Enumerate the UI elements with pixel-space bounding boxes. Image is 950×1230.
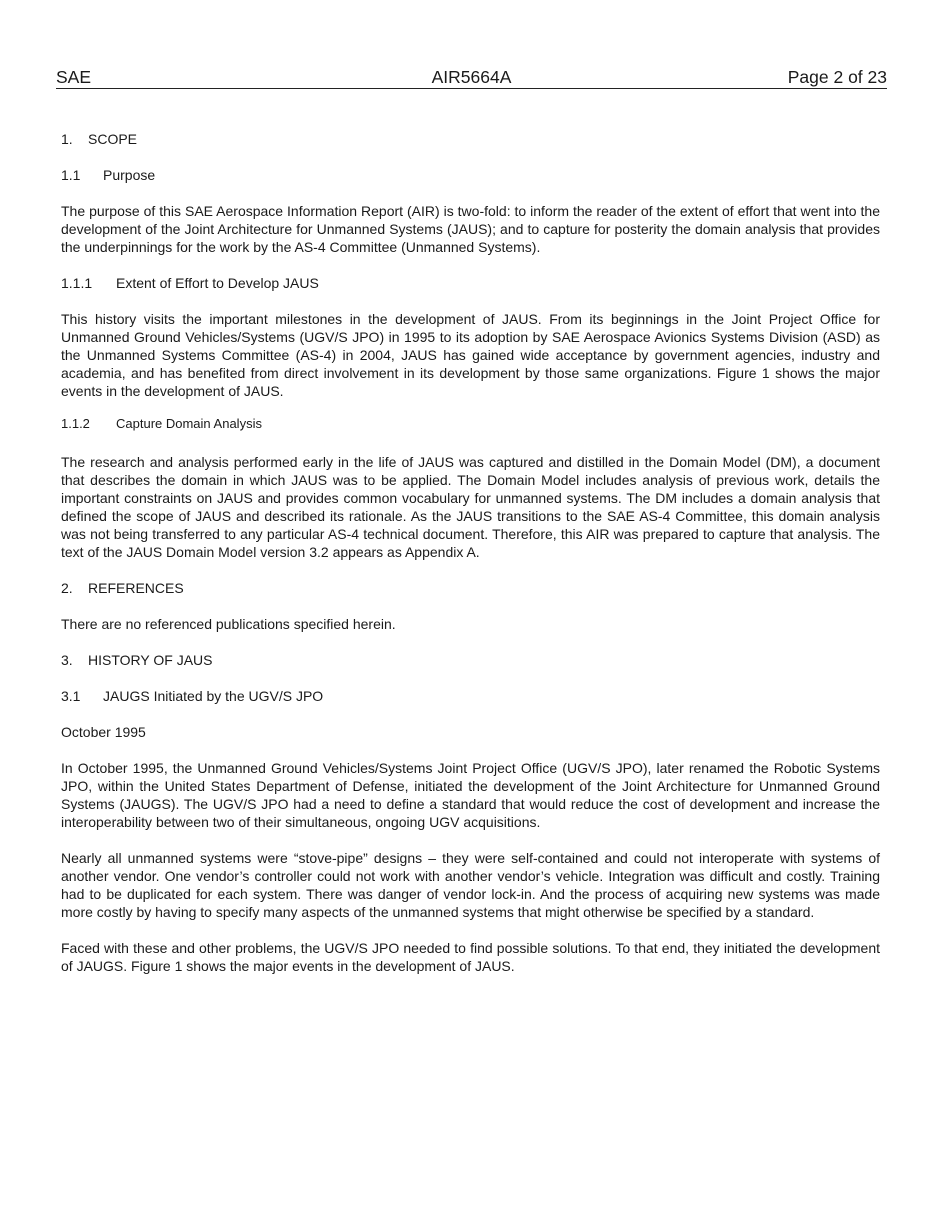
section-number: 3.1 <box>61 688 81 704</box>
paragraph-references: There are no referenced publications specified herein. <box>61 616 396 632</box>
section-title: Purpose <box>103 167 156 183</box>
paragraph-purpose: The purpose of this SAE Aerospace Information Report (AIR) is two-fold: to inform the reader of the extent of effort that went into the development of the Joint Architecture for Unmanned Systems (JAUS); and to capture for posterity the domain analysis that provides the underpinnings for the work by the AS-4 Committee (Unmanned Systems). <box>61 203 880 255</box>
section-heading-history <box>61 651 880 669</box>
document-body <box>61 130 880 975</box>
section-number: 1.1.2 <box>61 416 90 431</box>
header-doc-id: AIR5664A <box>431 67 512 87</box>
section-number: 2. <box>61 580 73 596</box>
section-heading-scope <box>61 130 880 148</box>
page-header <box>56 66 887 89</box>
paragraph-capture: The research and analysis performed early in the life of JAUS was captured and distilled in the Domain Model (DM), a document that describes the domain in which JAUS was to be applied. The Domain Model includes analysis of previous work, details the important constraints on JAUS and provides common vocabulary for unmanned systems. The DM includes a domain analysis that defined the scope of JAUS and described its rationale. As the JAUS transitions to the SAE AS-4 Committee, this domain analysis was not being transferred to any particular AS-4 technical document. Therefore, this AIR was prepared to capture that analysis. The text of the JAUS Domain Model version 3.2 appears as Appendix A. <box>61 454 880 560</box>
section-number: 1.1.1 <box>61 275 93 291</box>
paragraph-jaugs-2: Nearly all unmanned systems were “stove-pipe” designs – they were self-contained and could not interoperate with systems of another vendor. One vendor’s controller could not work with another vendor’s vehicle. Integration was difficult and costly. Training had to be duplicated for each system. There was danger of vendor lock-in. And the process of acquiring new systems was made more costly by having to specify many aspects of the unmanned systems that might otherwise be specified by a standard. <box>61 850 880 920</box>
section-title: SCOPE <box>88 131 138 147</box>
section-title: JAUGS Initiated by the UGV/S JPO <box>103 688 324 704</box>
paragraph-jaugs-3: Faced with these and other problems, the UGV/S JPO needed to find possible solutions. To that end, they initiated the development of JAUGS. Figure 1 shows the major events in the development of JAUS. <box>61 940 880 974</box>
section-heading-extent <box>61 274 880 292</box>
section-heading-capture <box>61 415 880 433</box>
header-page-number: Page 2 of 23 <box>787 67 887 87</box>
section-title: REFERENCES <box>88 580 184 596</box>
section-title: Capture Domain Analysis <box>116 416 262 431</box>
section-heading-purpose <box>61 166 880 184</box>
section-heading-jaugs <box>61 687 880 705</box>
section-title: HISTORY OF JAUS <box>88 652 213 668</box>
section-heading-references <box>61 579 880 597</box>
section-number: 1.1 <box>61 167 81 183</box>
section-number: 3. <box>61 652 73 668</box>
section-number: 1. <box>61 131 73 147</box>
header-org: SAE <box>56 67 92 87</box>
paragraph-extent: This history visits the important milestones in the development of JAUS. From its beginnings in the Joint Project Office for Unmanned Ground Vehicles/Systems (UGV/S JPO) in 1995 to its adoption by SAE Aerospace Avionics Systems Division (ASD) as the Unmanned Systems Committee (AS-4) in 2004, JAUS has gained wide acceptance by government agencies, industry and academia, and has benefited from direct involvement in its development by those same organizations. Figure 1 shows the major events in the development of JAUS. <box>61 311 880 399</box>
date-line: October 1995 <box>61 724 146 740</box>
section-title: Extent of Effort to Develop JAUS <box>116 275 319 291</box>
paragraph-jaugs-1: In October 1995, the Unmanned Ground Vehicles/Systems Joint Project Office (UGV/S JPO), later renamed the Robotic Systems JPO, within the United States Department of Defense, initiated the development of the Joint Architecture for Unmanned Ground Systems (JAUGS). The UGV/S JPO had a need to define a standard that would reduce the cost of development and increase the interoperability between two of their simultaneous, ongoing UGV acquisitions. <box>61 760 880 830</box>
